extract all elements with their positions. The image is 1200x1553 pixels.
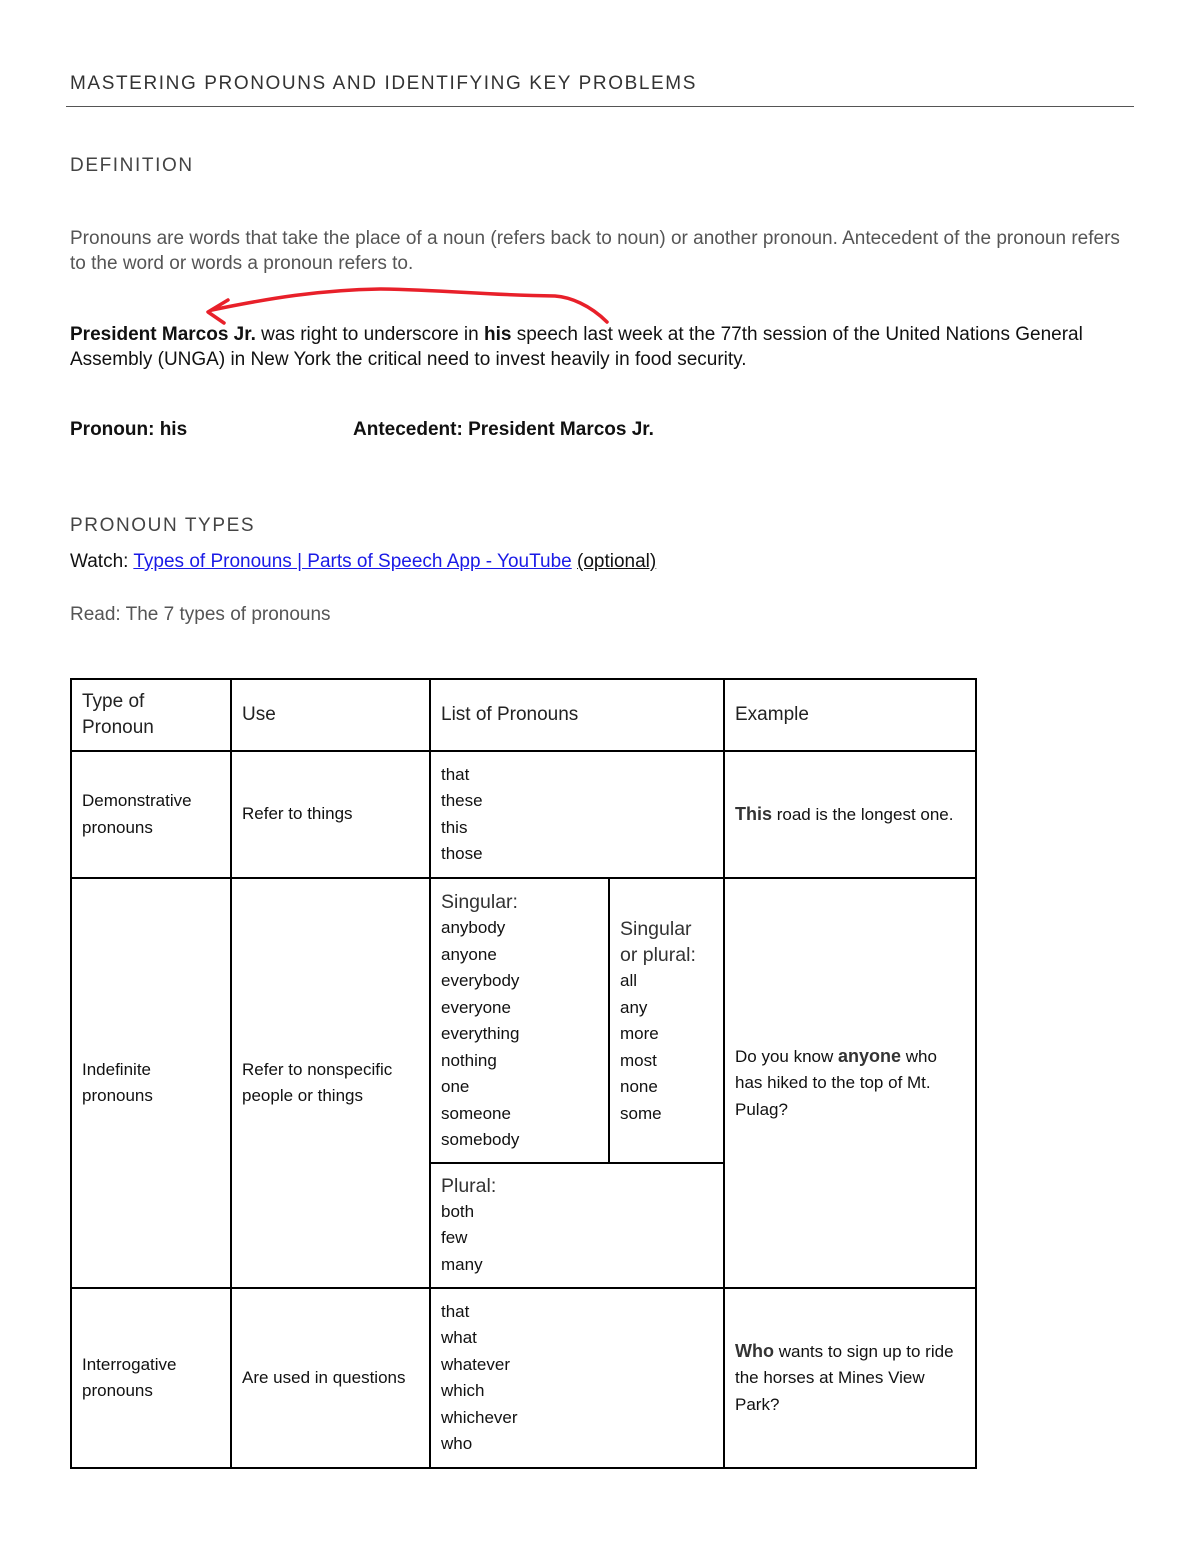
use-cell: Refer to things [231, 751, 430, 878]
definition-heading: DEFINITION [70, 155, 194, 176]
document-title: MASTERING PRONOUNS AND IDENTIFYING KEY PROBLEMS [70, 73, 697, 94]
example-cell: Who wants to sign up to ride the horses at Mines View Park? [724, 1288, 976, 1468]
definition-text: Pronouns are words that take the place of a noun (refers back to noun) or another pronoun. Antecedent of the pronoun refers to the word or words a pronoun refers to. [70, 228, 1120, 274]
header-example: Example [724, 679, 976, 751]
list-cell: that what whatever which whichever who [430, 1288, 724, 1468]
antecedent-label: Antecedent: President Marcos Jr. [353, 419, 654, 440]
use-cell: Refer to nonspecific people or things [231, 878, 430, 1288]
read-line: Read: The 7 types of pronouns [70, 604, 331, 625]
youtube-link[interactable]: Types of Pronouns | Parts of Speech App - YouTube [133, 551, 572, 572]
header-type: Type of Pronoun [71, 679, 231, 751]
example-sentence: President Marcos Jr. was right to underscore in his speech last week at the 77th session of the United Nations General Assembly (UNGA) in New York the critical need to invest heavily in food security. [70, 324, 1083, 370]
singular-or-plural-list-cell: Singular or plural: all any more most none some [609, 878, 724, 1163]
table-row-demonstrative [71, 751, 976, 878]
singular-list-cell: Singular: anybody anyone everybody everyone everything nothing one someone somebody [430, 878, 609, 1163]
pronoun-label: Pronoun: his [70, 419, 188, 440]
header-use: Use [231, 679, 430, 751]
example-subject: President Marcos Jr. [70, 324, 256, 345]
watch-line: Watch: Types of Pronouns | Parts of Speech App - YouTube (optional) [70, 551, 657, 572]
list-cell: that these this those [430, 751, 724, 878]
plural-list-cell: Plural: both few many [430, 1163, 724, 1288]
use-cell: Are used in questions [231, 1288, 430, 1468]
optional-note: (optional) [577, 551, 657, 572]
example-cell: This road is the longest one. [724, 751, 976, 878]
pronoun-types-table [70, 678, 977, 1469]
example-pronoun: his [484, 324, 512, 345]
type-cell: Indefinite pronouns [71, 878, 231, 1288]
pronoun-types-heading: PRONOUN TYPES [70, 515, 256, 536]
table-row-interrogative [71, 1288, 976, 1468]
type-cell: Demonstrative pronouns [71, 751, 231, 878]
type-cell: Interrogative pronouns [71, 1288, 231, 1468]
header-list: List of Pronouns [430, 679, 724, 751]
table-row-indefinite [71, 878, 976, 1163]
table-header-row [71, 679, 976, 751]
example-cell: Do you know anyone who has hiked to the top of Mt. Pulag? [724, 878, 976, 1288]
